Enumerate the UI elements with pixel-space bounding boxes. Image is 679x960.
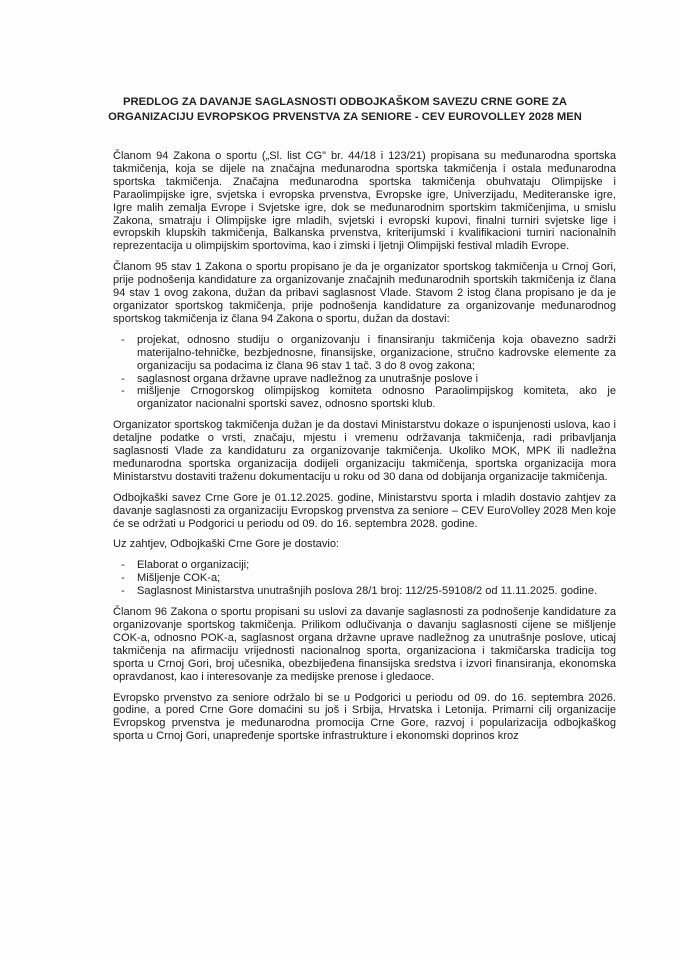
list-item <box>113 559 616 572</box>
paragraph-submitted-intro: Uz zahtjev, Odbojkaški Crne Gore je dostavio: <box>113 538 340 551</box>
required-documents-list <box>113 334 616 411</box>
paragraph-request: Odbojkaški savez Crne Gore je 01.12.2025. godine, Ministarstvu sporta i mladih dostavio zahtjev za davanje saglasnosti za organizaciju Evropskog prvenstva za seniore – CEV EuroVolley 2028 Men koje će se održati u Podgorici u periodu od 09. do 16. septembra 2028. godine. <box>113 491 616 530</box>
document-title <box>100 95 590 125</box>
list-item <box>113 585 616 598</box>
title-line-2: ORGANIZACIJU EVROPSKOG PRVENSTVA ZA SENIORE - CEV EUROVOLLEY 2028 MEN <box>108 111 582 123</box>
document-body <box>113 150 616 751</box>
paragraph-article-95: Članom 95 stav 1 Zakona o sportu propisano je da je organizator sportskog takmičenja u Crnoj Gori, prije podnošenja kandidature za organizovanje značajnih međunarodnih sportskih takmičenja iz člana 94 stav 1 ovog zakona, dužan da pribavi saglasnost Vlade. Stavom 2 istog člana propisano je da je organizator sportskog takmičenja, prije podnošenja kandidature za organizovanje međunarodnog sportskog takmičenja iz člana 94 Zakona o sportu, dužan da dostavi: <box>113 261 616 325</box>
list-item <box>113 334 616 373</box>
list-item-text: Mišljenje COK-a; <box>137 572 221 585</box>
list-item-text: Elaborat o organizaciji; <box>137 559 250 572</box>
list-bullet: - <box>121 385 125 398</box>
list-item-text: saglasnost organa državne uprave nadležnog za unutrašnje poslove i <box>137 372 479 385</box>
list-item <box>113 572 616 585</box>
list-bullet: - <box>121 585 125 598</box>
list-bullet: - <box>121 333 125 346</box>
list-item <box>113 385 616 411</box>
paragraph-article-94: Članom 94 Zakona o sportu („Sl. list CG" br. 44/18 i 123/21) propisana su međunarodna sportska takmičenja, koja se dijele na značajna međunarodna sportska takmičenja i ostala međunarodna sportska takmičenja. Značajna međunarodna sportska takmičenja obuhvataju Olimpijske i Paraolimpijske igre, svjetska i evropska prvenstva, Evropske igre, Univerzijadu, Mediteranske igre, Igre malih zemalja Evrope i Svjetske igre, dok se međunarodnim sportskim takmičenjima, u smislu Zakona, smatraju i Olimpijske igre mladih, svjetski i evropski kupovi, finalni turniri svjetske lige i evropskih klupskih takmičenja, Balkanska prvenstva, kriterijumski i kvalifikacioni turniri nacionalnih reprezentacija u olimpijskim sportovima, kao i zimski i ljetnji Olimpijski festival mladih Evrope. <box>113 150 616 253</box>
list-item-text: Saglasnost Ministarstva unutrašnjih poslova 28/1 broj: 112/25-59108/2 od 11.11.2025. godine. <box>137 585 598 598</box>
submitted-documents-list <box>113 559 616 598</box>
paragraph-organizer-duties: Organizator sportskog takmičenja dužan je da dostavi Ministarstvu dokaze o ispunjenosti uslova, kao i detaljne podatke o vrsti, značaju, mjestu i vremenu održavanja takmičenja, radi pribavljanja saglasnosti Vlade za kandidaturu za organizovanje takmičenja. Ukoliko MOK, MPK ili nadležna međunarodna sportska organizacija dodijeli organizaciju takmičenja, sportska organizacija mora Ministarstvu dostaviti traženu dokumentaciju u roku od 30 dana od dobijanja organizacije takmičenja. <box>113 419 616 483</box>
paragraph-championship-goals: Evropsko prvenstvo za seniore održalo bi se u Podgorici u periodu od 09. do 16. septembra 2026. godine, a pored Crne Gore domaćini su još i Srbija, Hrvatska i Letonija. Primarni cilj organizacije Evropskog prvenstva je međunarodna promocija Crne Gore, razvoj i popularizacija odbojkaškog sporta u Crnoj Gori, unapređenje sportske infrastrukture i ekonomski doprinos kroz <box>113 691 616 743</box>
title-line-1: PREDLOG ZA DAVANJE SAGLASNOSTI ODBOJKAŠKOM SAVEZU CRNE GORE ZA <box>123 96 567 108</box>
list-item-text: mišljenje Crnogorskog olimpijskog komiteta odnosno Paraolimpijskog komiteta, ako je organizator nacionalni sportski savez, odnosno sportski klub. <box>137 385 616 411</box>
list-item-text: projekat, odnosno studiju o organizovanju i finansiranju takmičenja koja obavezno sadrži materijalno-tehničke, bezbjednosne, finansijske, organizacione, stručno kadrovske elemente za organizaciju sa podacima iz člana 96 stav 1 tač. 3 do 8 ovog zakona; <box>137 333 616 372</box>
list-bullet: - <box>121 559 125 572</box>
paragraph-article-96: Članom 96 Zakona o sportu propisani su uslovi za davanje saglasnosti za podnošenje kandidature za organizovanje sportskog takmičenja. Prilikom odlučivanja o davanju saglasnosti cijene se mišljenje COK-a, odnosno POK-a, saglasnost organa državne uprave nadležnog za unutrašnje poslove, uticaj takmičenja na afirmaciju vrijednosti nacionalnog sporta, organizaciona i takmičarska tradicija tog sporta u Crnoj Gori, broj učesnika, obezbijeđena finansijska sredstva i izvori finansiranja, ekonomska opravdanost, kao i interesovanje za medijske prenose i gledaoce. <box>113 606 616 683</box>
list-bullet: - <box>121 572 125 585</box>
list-bullet: - <box>121 372 125 385</box>
list-item <box>113 373 616 386</box>
